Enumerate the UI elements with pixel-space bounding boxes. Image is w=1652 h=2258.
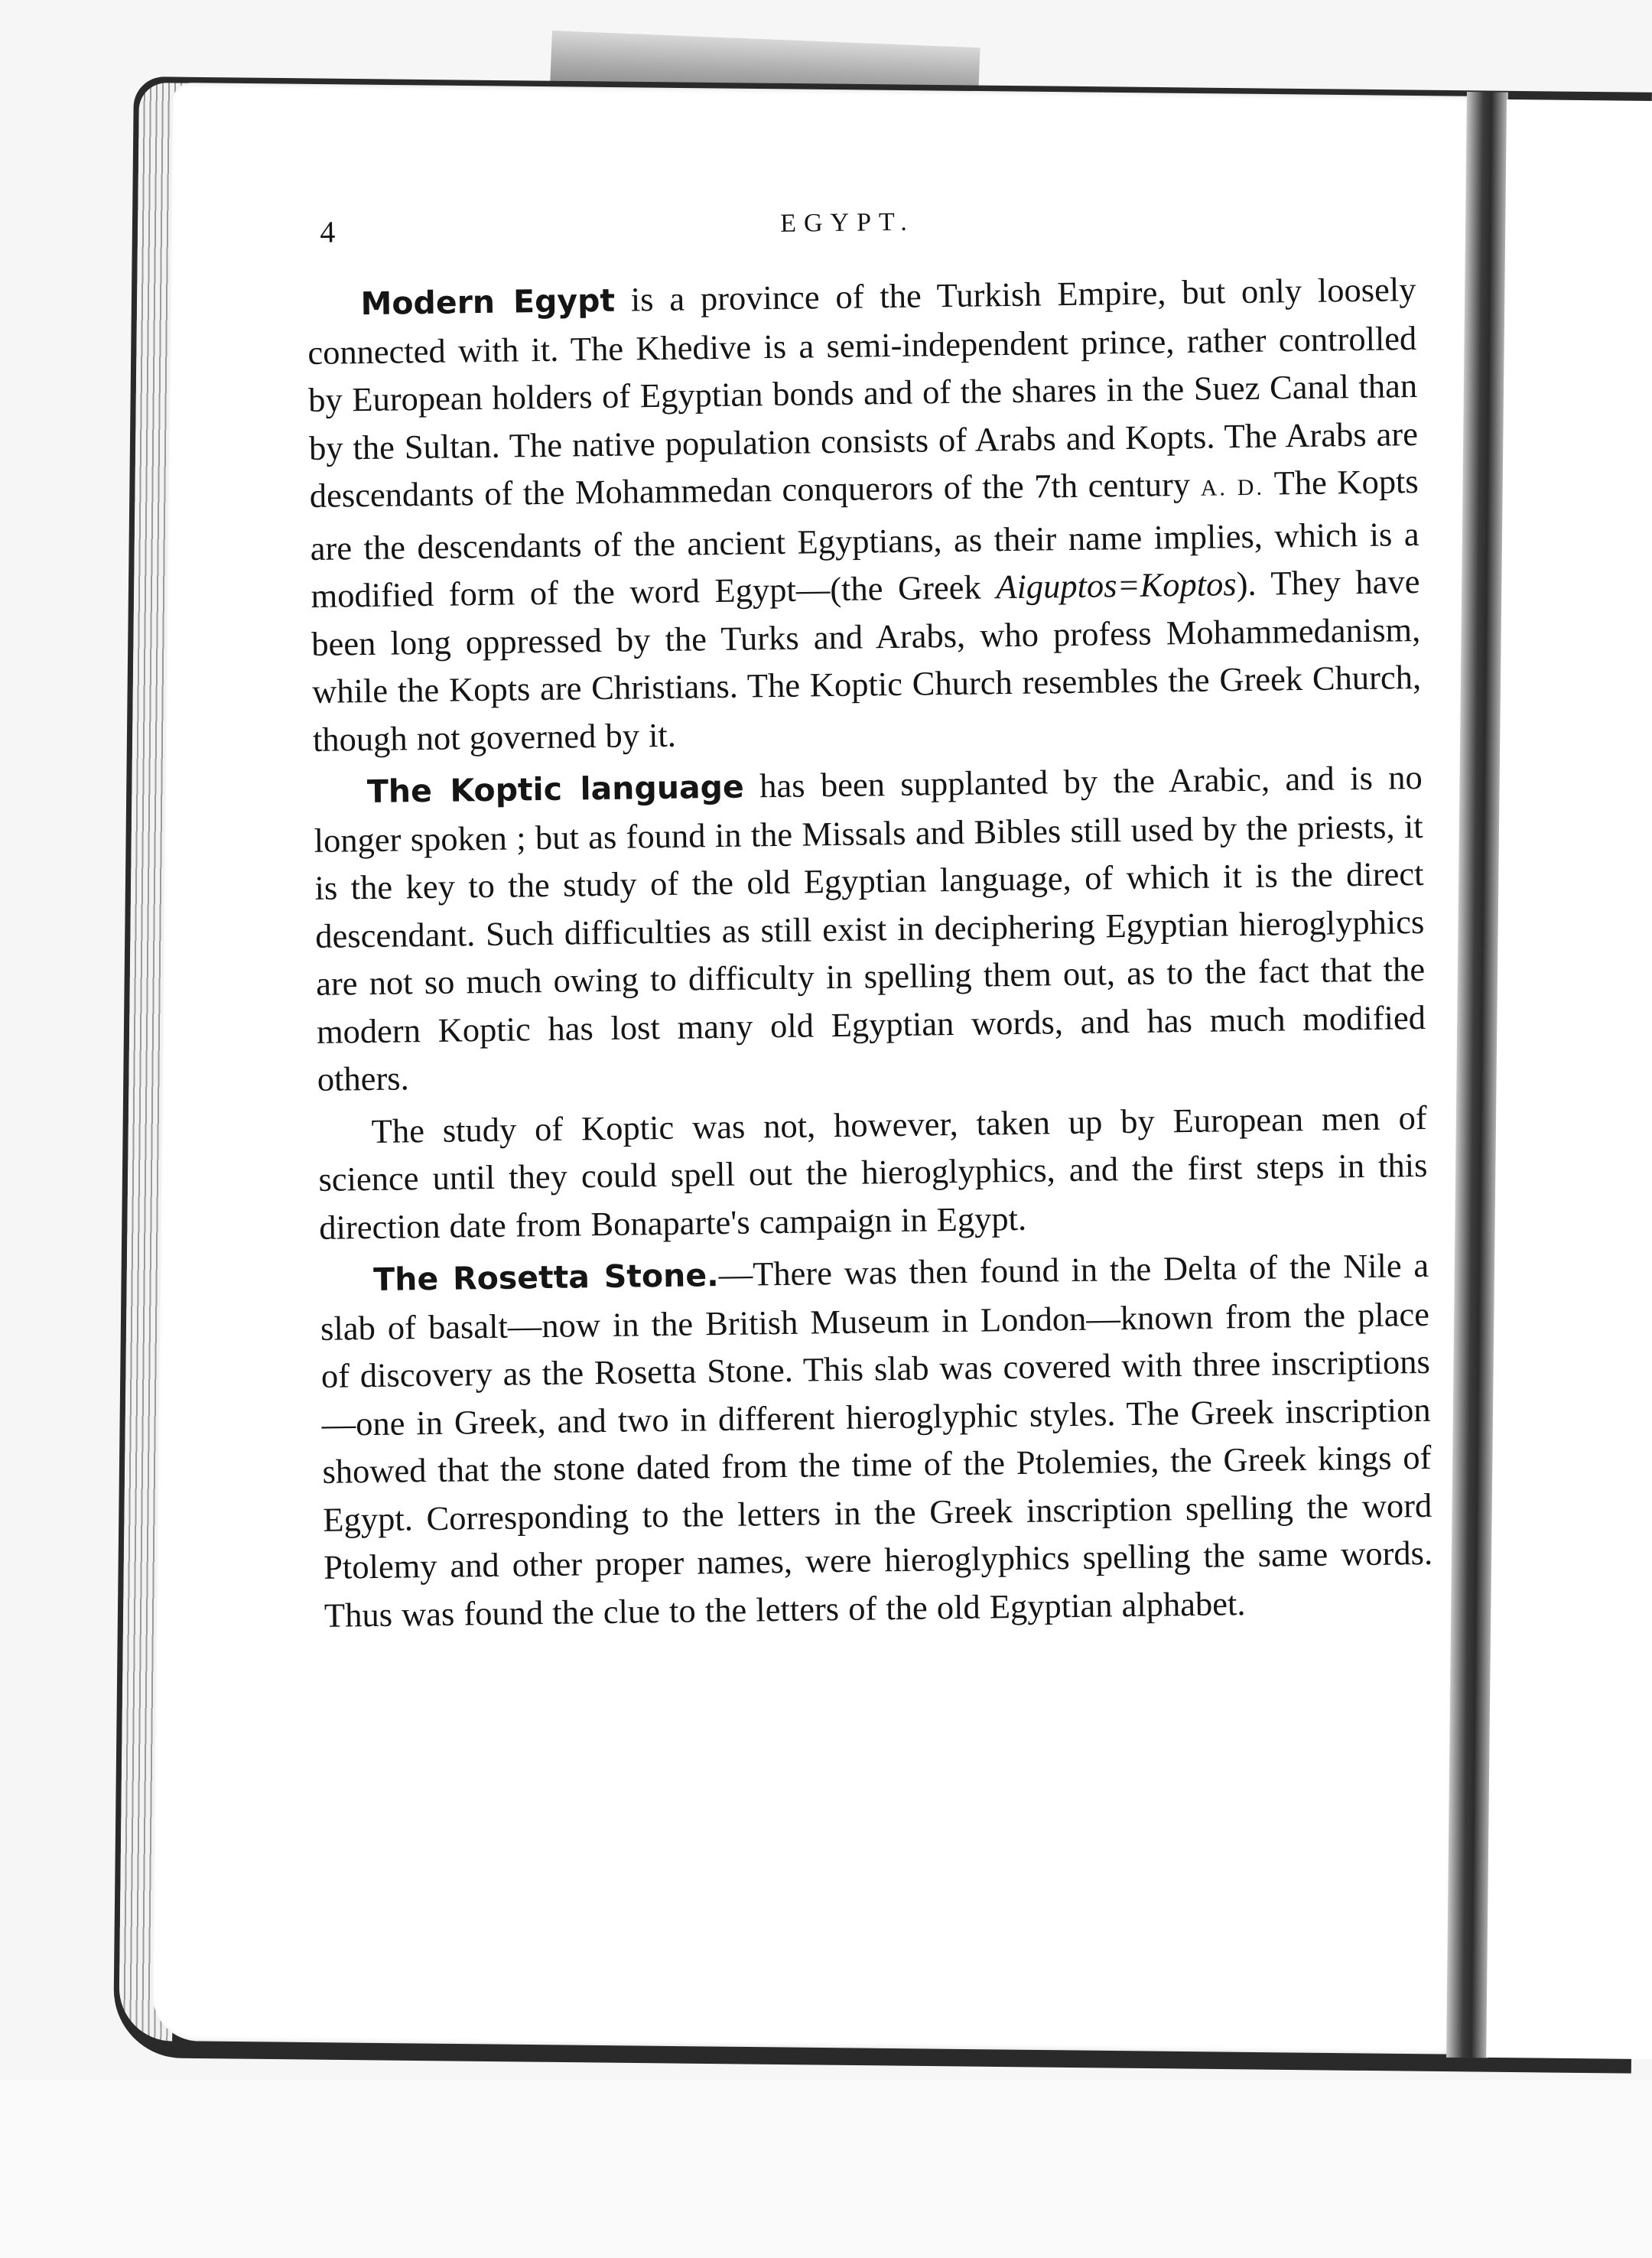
small-caps-text: A. D. <box>1200 474 1265 501</box>
scan-background <box>0 2081 1652 2258</box>
paragraph-lead: Modern Egypt <box>360 281 616 323</box>
running-head-title: EGYPT. <box>779 207 915 238</box>
paragraph-koptic-language <box>313 753 1426 1103</box>
page-number: 4 <box>320 214 336 249</box>
left-page-text <box>306 200 1433 1644</box>
italic-text: Aiguptos=Koptos <box>995 564 1237 607</box>
paragraph-modern-egypt <box>307 265 1422 763</box>
paragraph-rosetta-stone <box>320 1241 1433 1639</box>
paragraph-text: The Kopts are the descendants of the ancient Egyptians, as their name implies, which is a modified form of the word Egypt—(the Greek <box>310 461 1419 615</box>
paragraph-text: is a province of the Turkish Empire, but only loosely connected with it. The Khedive is a semi-independent prince, rather controlled by European holders of Egyptian bonds and of the shares in the Suez Canal than by the Sultan. The native population consists of Arabs and Kopts. The Arabs are descendants of the Mohammedan conquerors of the 7th century <box>307 270 1419 515</box>
paragraph-text: —There was then found in the Delta of the Nile a slab of basalt—now in the British Museum in London—known from the place of discovery as the Rosetta Stone. This slab was covered with three inscriptions—one in Greek, and two in different hieroglyphic styles. The Greek inscription showed that the stone dated from the time of the Ptolemies, the Greek kings of Egypt. Corresponding to the letters in the Greek inscription spelling the word Ptolemy and other proper names, were hieroglyphics spelling the same words. Thus was found the clue to the letters of the old Egyptian alphabet. <box>320 1245 1433 1635</box>
paragraph-text: The study of Koptic was not, however, taken up by European men of science until they could spell out the hieroglyphics, and the first steps in this direction date from Bonaparte's campaign in Egypt. <box>318 1098 1428 1247</box>
paragraph-study-of-koptic <box>317 1093 1428 1251</box>
right-page <box>1486 99 1652 2060</box>
paragraph-text: ). They have been long oppressed by the Turks and Arabs, who profess Mohammedanism, while the Kopts are Christians. The Koptic Church resembles the Greek Church, though not governed by it. <box>311 561 1422 759</box>
paragraph-lead: The Rosetta Stone. <box>372 1257 719 1298</box>
paragraph-text: has been supplanted by the Arabic, and is no longer spoken ; but as found in the Missals and Bibles still used by the priests, it is the key to the study of the old Egyptian language, of which it is the direct descendant. Such difficulties as still exist in deciphering Egyptian hieroglyphics are not so much owing to difficulty in spelling them out, as to the fact that the modern Koptic has lost many old Egyptian words, and has much modified others. <box>314 757 1426 1098</box>
paragraph-lead: The Koptic language <box>366 768 745 811</box>
